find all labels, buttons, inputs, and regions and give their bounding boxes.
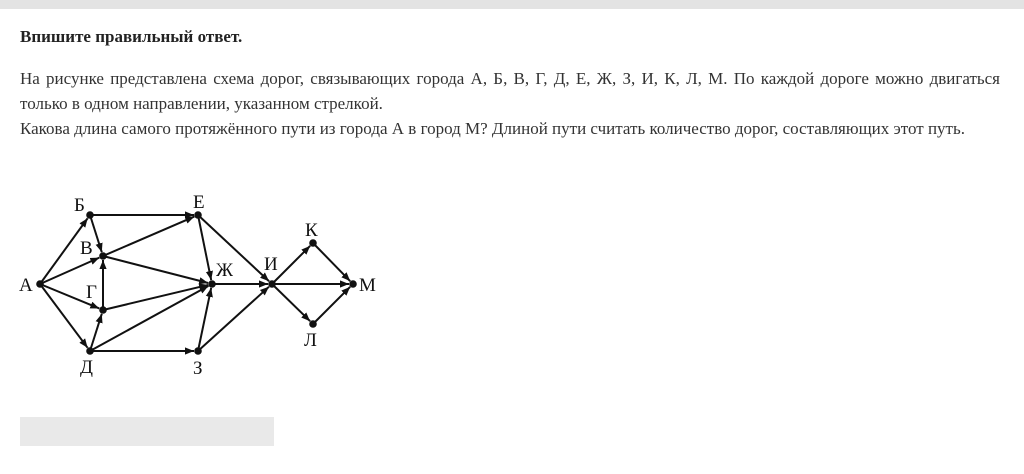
top-bar [0, 0, 1024, 9]
city-node [268, 280, 276, 288]
city-node [194, 347, 202, 355]
city-label: Ж [216, 260, 234, 281]
edge [313, 243, 350, 281]
city-label: М [359, 275, 376, 296]
city-label: З [193, 358, 203, 379]
city-node [86, 347, 94, 355]
task-paragraph-2: Какова длина самого протяжённого пути из города А в город М? Длиной пути считать количество дорог, составляющих этот путь. [20, 119, 965, 138]
city-label: Г [86, 282, 97, 303]
city-label: И [264, 254, 278, 275]
edge [313, 287, 350, 324]
city-label: Е [193, 192, 205, 213]
city-label: Л [304, 330, 317, 351]
city-node [99, 306, 107, 314]
city-node [86, 211, 94, 219]
city-node [36, 280, 44, 288]
edge [103, 285, 208, 310]
edge [103, 217, 194, 256]
task-text [20, 66, 1000, 141]
edge [272, 284, 310, 321]
city-node [99, 252, 107, 260]
city-label: А [19, 275, 33, 296]
city-label: Д [80, 357, 93, 378]
edge [103, 256, 208, 283]
task-paragraph-1: На рисунке представлена схема дорог, связывающих города А, Б, В, Г, Д, Е, Ж, З, И, К, Л, М. По каждой дороге можно двигаться только в одном направлении, указанном стрелкой. [20, 69, 1000, 113]
answer-input[interactable] [20, 417, 274, 446]
instruction-heading: Впишите правильный ответ. [20, 27, 243, 46]
city-label: В [80, 238, 93, 259]
city-label: Б [74, 195, 85, 216]
road-graph [0, 185, 420, 385]
edge [90, 286, 208, 351]
city-node [309, 320, 317, 328]
city-node [349, 280, 357, 288]
city-label: К [305, 220, 318, 241]
city-node [208, 280, 216, 288]
